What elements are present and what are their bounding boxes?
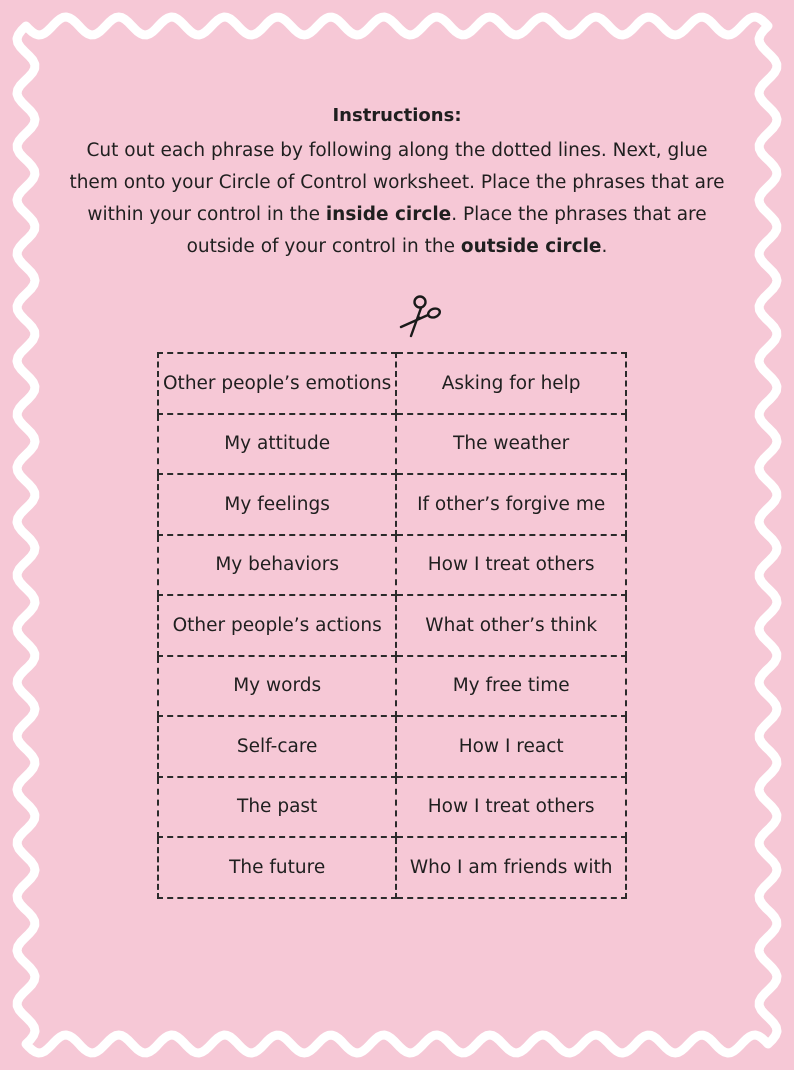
phrase-card: My feelings — [158, 474, 396, 535]
table-row — [158, 474, 626, 535]
phrase-card: My attitude — [158, 414, 396, 475]
instructions-text-part-1: Cut out each phrase by following along the dotted lines. Next, glue them onto your Circle of Control worksheet. Place the phrases that are within your control in the — [69, 140, 725, 225]
table-row — [158, 656, 626, 717]
phrase-card: What other’s think — [396, 595, 626, 656]
table-row — [158, 414, 626, 475]
phrase-card: My behaviors — [158, 535, 396, 596]
inside-circle-emphasis: inside circle — [325, 204, 452, 225]
phrase-card: How I treat others — [396, 535, 626, 596]
instructions-block — [62, 103, 732, 263]
phrase-card: My free time — [396, 656, 626, 717]
phrase-card: Asking for help — [396, 353, 626, 414]
table-row — [158, 353, 626, 414]
table-row — [158, 595, 626, 656]
phrase-table — [157, 352, 627, 899]
phrase-card: The future — [158, 837, 396, 898]
instructions-text-part-2: . Place the phrases that are outside of your control in the — [186, 204, 707, 257]
table-row — [158, 535, 626, 596]
phrase-card: How I treat others — [396, 777, 626, 838]
phrase-card: Who I am friends with — [396, 837, 626, 898]
table-row — [158, 777, 626, 838]
table-row — [158, 837, 626, 898]
phrase-card: Other people’s emotions — [158, 353, 396, 414]
phrase-card: The weather — [396, 414, 626, 475]
phrase-card: Other people’s actions — [158, 595, 396, 656]
phrase-card: My words — [158, 656, 396, 717]
phrase-card: If other’s forgive me — [396, 474, 626, 535]
phrase-card: The past — [158, 777, 396, 838]
scissors-icon — [398, 293, 444, 339]
instructions-text-part-3: . — [601, 236, 608, 257]
instructions-title: Instructions: — [332, 105, 462, 126]
outside-circle-emphasis: outside circle — [460, 236, 602, 257]
phrase-table-body — [158, 353, 626, 898]
table-row — [158, 716, 626, 777]
instructions-text — [62, 135, 732, 263]
phrase-card: Self-care — [158, 716, 396, 777]
phrase-card: How I react — [396, 716, 626, 777]
